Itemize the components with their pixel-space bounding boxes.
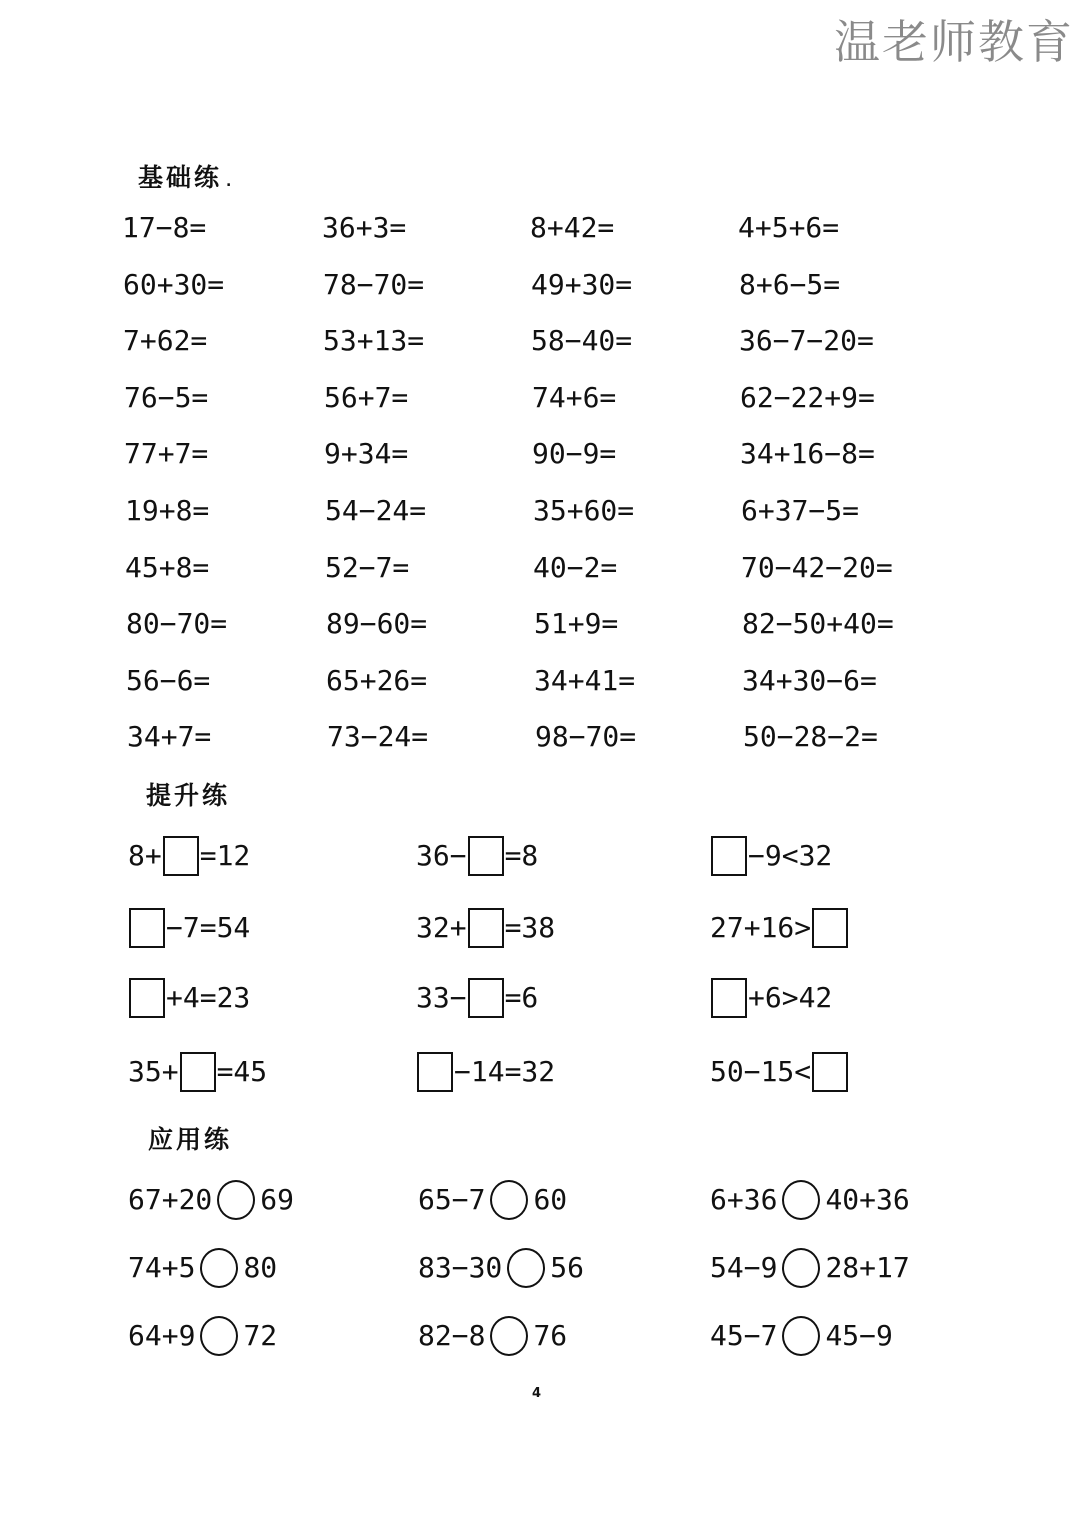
basic-exercise: 50−28−2= xyxy=(743,720,878,753)
answer-box[interactable] xyxy=(812,1052,848,1092)
advanced-exercise xyxy=(128,908,250,948)
section-title-applied: 应用练 xyxy=(148,1125,233,1154)
applied-exercise xyxy=(418,1316,567,1356)
basic-exercise: 70−42−20= xyxy=(741,551,893,584)
compare-circle[interactable] xyxy=(507,1248,545,1288)
basic-exercise: 56+7= xyxy=(324,381,409,414)
advanced-exercise xyxy=(710,908,849,948)
compare-left: 45−7 xyxy=(710,1319,778,1352)
applied-exercise xyxy=(128,1248,277,1288)
answer-box[interactable] xyxy=(812,908,848,948)
compare-circle[interactable] xyxy=(490,1180,528,1220)
basic-exercise: 34+30−6= xyxy=(742,664,877,697)
compare-left: 74+5 xyxy=(128,1251,196,1284)
compare-circle[interactable] xyxy=(782,1180,820,1220)
compare-right: 56 xyxy=(550,1251,585,1284)
compare-left: 64+9 xyxy=(128,1319,196,1352)
answer-box[interactable] xyxy=(468,836,504,876)
basic-exercise: 58−40= xyxy=(531,324,633,357)
basic-exercise: 51+9= xyxy=(534,607,619,640)
answer-box[interactable] xyxy=(468,978,504,1018)
answer-box[interactable] xyxy=(711,836,747,876)
section-title-basic: 基础练 . xyxy=(138,163,235,192)
answer-box[interactable] xyxy=(129,978,165,1018)
applied-exercise xyxy=(128,1316,277,1356)
compare-right: 45−9 xyxy=(825,1319,893,1352)
basic-exercise: 65+26= xyxy=(326,664,428,697)
basic-exercise: 8+42= xyxy=(530,211,615,244)
page-number: 4 xyxy=(532,1386,542,1401)
advanced-exercise xyxy=(128,978,250,1018)
answer-box[interactable] xyxy=(711,978,747,1018)
compare-left: 83−30 xyxy=(418,1251,503,1284)
answer-box[interactable] xyxy=(417,1052,453,1092)
basic-exercise: 60+30= xyxy=(123,268,225,301)
compare-right: 40+36 xyxy=(825,1183,910,1216)
applied-exercise xyxy=(710,1180,910,1220)
basic-exercise: 98−70= xyxy=(535,720,637,753)
advanced-exercise xyxy=(710,1052,849,1092)
compare-left: 67+20 xyxy=(128,1183,213,1216)
section-title-basic-text: 基础练 xyxy=(138,163,223,192)
applied-exercise xyxy=(710,1248,910,1288)
exercise-right: +4=23 xyxy=(166,981,251,1014)
advanced-exercise xyxy=(128,836,250,876)
exercise-left: 36− xyxy=(416,839,467,872)
compare-right: 69 xyxy=(260,1183,295,1216)
compare-circle[interactable] xyxy=(782,1316,820,1356)
basic-exercise: 90−9= xyxy=(532,437,617,470)
basic-exercise: 34+41= xyxy=(534,664,636,697)
exercise-right: +6>42 xyxy=(748,981,833,1014)
exercise-left: 50−15< xyxy=(710,1055,812,1088)
basic-exercise: 9+34= xyxy=(324,437,409,470)
basic-exercise: 4+5+6= xyxy=(738,211,840,244)
compare-circle[interactable] xyxy=(200,1248,238,1288)
exercise-right: −14=32 xyxy=(454,1055,556,1088)
basic-exercise: 6+37−5= xyxy=(741,494,860,527)
answer-box[interactable] xyxy=(129,908,165,948)
basic-exercise: 17−8= xyxy=(122,211,207,244)
compare-right: 76 xyxy=(533,1319,568,1352)
basic-exercise: 40−2= xyxy=(533,551,618,584)
compare-left: 65−7 xyxy=(418,1183,486,1216)
exercise-right: =38 xyxy=(504,911,556,944)
basic-exercise: 45+8= xyxy=(125,551,210,584)
exercise-left: 33− xyxy=(416,981,467,1014)
advanced-exercise xyxy=(710,978,832,1018)
basic-exercise: 34+16−8= xyxy=(740,437,875,470)
exercise-right: −7=54 xyxy=(166,911,251,944)
compare-right: 72 xyxy=(243,1319,278,1352)
basic-exercise: 53+13= xyxy=(323,324,425,357)
basic-exercise: 8+6−5= xyxy=(739,268,841,301)
exercise-left: 8+ xyxy=(128,839,162,872)
basic-exercise: 7+62= xyxy=(123,324,208,357)
exercise-right: =6 xyxy=(504,981,539,1014)
basic-exercise: 49+30= xyxy=(531,268,633,301)
exercise-right: =8 xyxy=(504,839,539,872)
compare-right: 60 xyxy=(533,1183,568,1216)
advanced-exercise xyxy=(416,836,538,876)
section-title-advanced: 提升练 xyxy=(146,781,231,810)
basic-exercise: 82−50+40= xyxy=(742,607,894,640)
basic-exercise: 80−70= xyxy=(126,607,228,640)
basic-exercise: 74+6= xyxy=(532,381,617,414)
compare-right: 80 xyxy=(243,1251,278,1284)
compare-circle[interactable] xyxy=(782,1248,820,1288)
basic-exercise: 34+7= xyxy=(127,720,212,753)
exercise-left: 35+ xyxy=(128,1055,179,1088)
applied-exercise xyxy=(128,1180,294,1220)
compare-left: 6+36 xyxy=(710,1183,778,1216)
basic-exercise: 78−70= xyxy=(323,268,425,301)
basic-exercise: 76−5= xyxy=(124,381,209,414)
answer-box[interactable] xyxy=(180,1052,216,1092)
compare-circle[interactable] xyxy=(217,1180,255,1220)
compare-right: 28+17 xyxy=(825,1251,910,1284)
advanced-exercise xyxy=(416,1052,555,1092)
exercise-right: =12 xyxy=(199,839,251,872)
basic-exercise: 54−24= xyxy=(325,494,427,527)
basic-exercise: 35+60= xyxy=(533,494,635,527)
basic-exercise: 73−24= xyxy=(327,720,429,753)
basic-exercise: 56−6= xyxy=(126,664,211,697)
advanced-exercise xyxy=(416,978,538,1018)
exercise-right: −9<32 xyxy=(748,839,833,872)
applied-exercise xyxy=(418,1248,584,1288)
compare-circle[interactable] xyxy=(490,1316,528,1356)
exercise-right: =45 xyxy=(216,1055,268,1088)
answer-box[interactable] xyxy=(468,908,504,948)
exercise-left: 27+16> xyxy=(710,911,812,944)
answer-box[interactable] xyxy=(163,836,199,876)
basic-exercise: 77+7= xyxy=(124,437,209,470)
basic-exercise: 52−7= xyxy=(325,551,410,584)
basic-exercise: 89−60= xyxy=(326,607,428,640)
applied-exercise xyxy=(710,1316,893,1356)
advanced-exercise xyxy=(416,908,555,948)
exercise-left: 32+ xyxy=(416,911,467,944)
basic-exercise: 36+3= xyxy=(322,211,407,244)
basic-exercise: 62−22+9= xyxy=(740,381,875,414)
basic-exercise: 19+8= xyxy=(125,494,210,527)
basic-exercise: 36−7−20= xyxy=(739,324,874,357)
compare-circle[interactable] xyxy=(200,1316,238,1356)
advanced-exercise xyxy=(710,836,832,876)
compare-left: 82−8 xyxy=(418,1319,486,1352)
compare-left: 54−9 xyxy=(710,1251,778,1284)
advanced-exercise xyxy=(128,1052,267,1092)
watermark: 温老师教育 xyxy=(834,15,1074,69)
applied-exercise xyxy=(418,1180,567,1220)
